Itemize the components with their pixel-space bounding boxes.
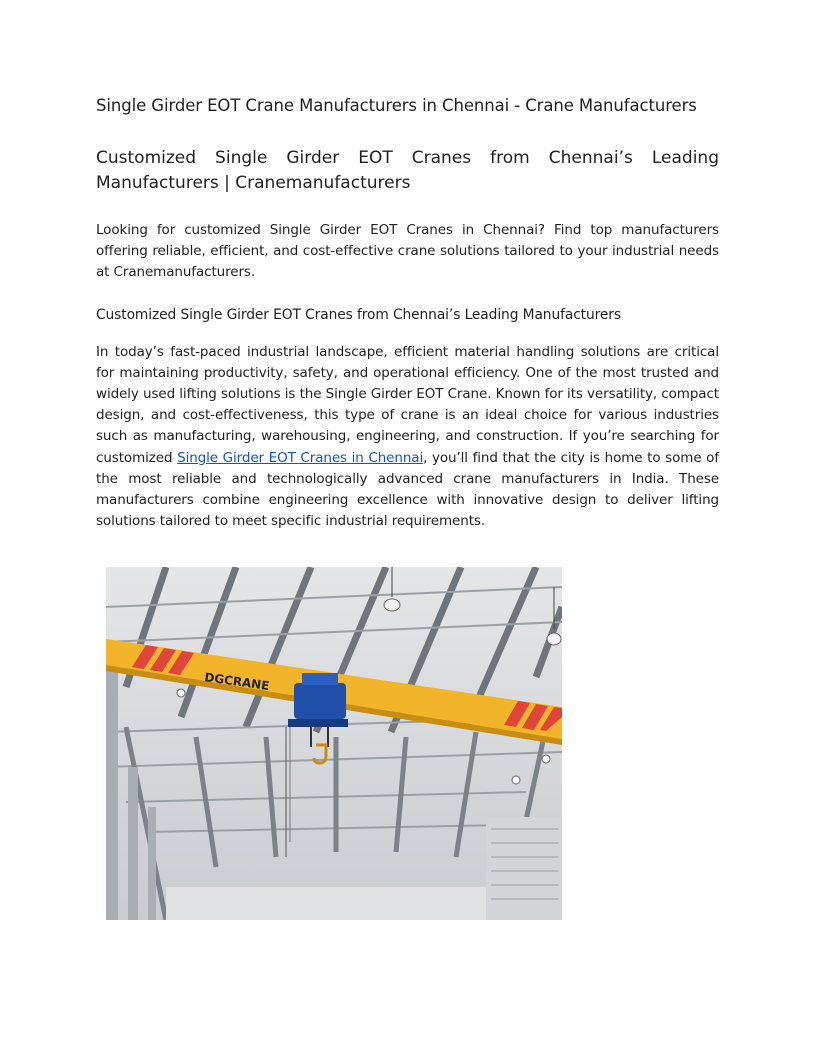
body-text-before-link: In today’s fast-paced industrial landscape, efficient material handling solutions are critical for maintaining productivity, safety, and operational efficiency. One of the most trusted and widely used lifting solutions is the Single Girder EOT Crane. Known for its versatility, compact design, and cost-effectiveness, this type of crane is an ideal choice for various industries such as manufacturing, warehousing, engineering, and construction. If you’re searching for customized bbox=[96, 343, 719, 466]
subheading: Customized Single Girder EOT Cranes from Chennai’s Leading Manufacturers bbox=[96, 306, 621, 323]
girder-brand-text: DGCRANE bbox=[203, 670, 271, 694]
crane-photo bbox=[106, 567, 562, 920]
body-text-after-link: , you’ll find that the city is home to some of the most reliable and technologically advanced crane manufacturers in India. These manufacturers combine engineering excellence with innovative design to deliver lifting solutions tailored to meet specific industrial requirements. bbox=[96, 449, 719, 530]
chennai-cranes-link[interactable]: Single Girder EOT Cranes in Chennai bbox=[177, 449, 424, 466]
document-title: Single Girder EOT Crane Manufacturers in Chennai - Crane Manufacturers bbox=[96, 96, 697, 115]
intro-paragraph: Looking for customized Single Girder EOT Cranes in Chennai? Find top manufacturers offering reliable, efficient, and cost-effective crane solutions tailored to your industrial needs at Cranemanufacturers. bbox=[96, 222, 719, 281]
document-page bbox=[96, 92, 719, 532]
body-paragraph bbox=[96, 342, 719, 533]
main-heading: Customized Single Girder EOT Cranes from Chennai’s Leading Manufacturers | Cranemanufacturers bbox=[96, 148, 719, 193]
